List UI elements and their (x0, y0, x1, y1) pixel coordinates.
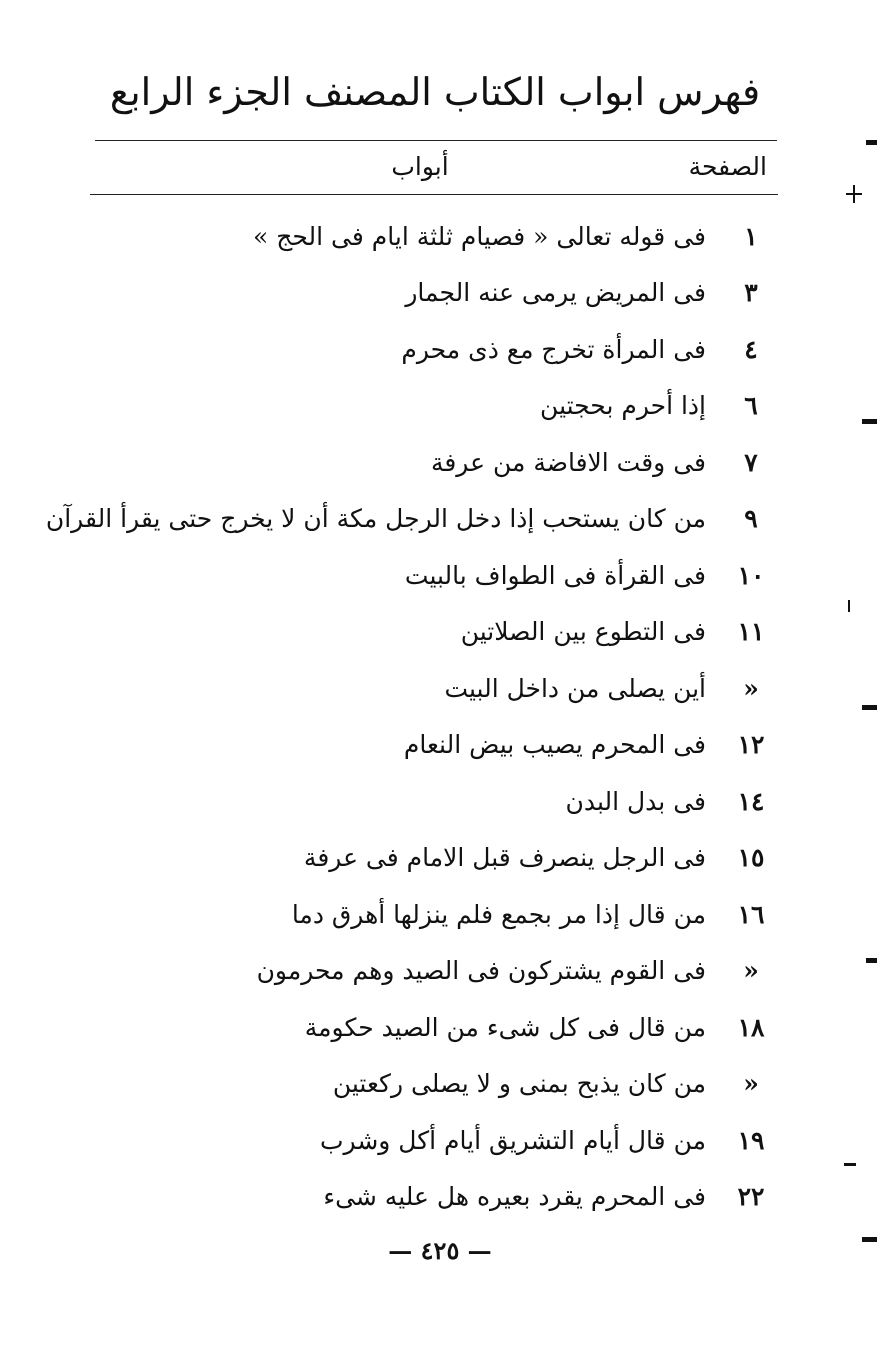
toc-chapter-title: فى المحرم يقرد بعيره هل عليه شىء (323, 1182, 706, 1212)
margin-mark (853, 185, 855, 203)
toc-page-number: ١٢ (737, 730, 765, 760)
toc-page-number: ١٤ (737, 786, 765, 816)
column-header-chapters: أبواب (391, 152, 449, 181)
toc-row (60, 773, 776, 830)
toc-page-number: ١٥ (737, 843, 765, 873)
toc-page-number: ٤ (744, 334, 758, 364)
toc-row (60, 378, 776, 435)
toc-row (60, 547, 776, 604)
toc-page-number: « (743, 956, 759, 986)
header-bottom-rule (90, 194, 778, 195)
toc-chapter-title: من قال أيام التشريق أيام أكل وشرب (320, 1125, 706, 1155)
toc-row (60, 1056, 776, 1113)
toc-page-number: ٦ (744, 391, 758, 421)
page-title: فهرس ابواب الكتاب المصنف الجزء الرابع (109, 70, 761, 114)
toc-page-number: ١٩ (737, 1125, 765, 1155)
toc-chapter-title: فى بدل البدن (565, 786, 706, 816)
toc-chapter-title: فى المرأة تخرج مع ذى محرم (401, 334, 706, 364)
toc-chapter-title: من كان يذبح بمنى و لا يصلى ركعتين (332, 1069, 706, 1099)
toc-chapter-title: من قال إذا مر بجمع فلم ينزلها أهرق دما (291, 899, 706, 929)
table-of-contents (45, 208, 776, 1225)
toc-chapter-title: فى التطوع بين الصلاتين (460, 617, 706, 647)
toc-chapter-title: من كان يستحب إذا دخل الرجل مكة أن لا يخرج حتى يقرأ القرآن (45, 504, 706, 534)
toc-chapter-title: من قال فى كل شىء من الصيد حكومة (304, 1012, 706, 1042)
toc-row (60, 208, 776, 265)
toc-chapter-title: فى الرجل ينصرف قبل الامام فى عرفة (303, 843, 706, 873)
margin-mark (866, 140, 877, 145)
column-header-page: الصفحة (688, 152, 767, 181)
toc-page-number: ١١ (737, 617, 765, 647)
toc-page-number: « (743, 673, 759, 703)
header-top-rule (95, 140, 777, 141)
toc-row (60, 999, 776, 1056)
toc-row (60, 1169, 776, 1226)
toc-row (60, 830, 776, 887)
toc-chapter-title: أين يصلى من داخل البيت (444, 673, 706, 703)
toc-page-number: ١٨ (737, 1012, 765, 1042)
toc-page-number: ٢٢ (737, 1182, 765, 1212)
toc-row (60, 321, 776, 378)
toc-row (60, 604, 776, 661)
margin-mark (844, 1163, 856, 1166)
margin-mark (862, 419, 877, 424)
margin-mark (866, 958, 877, 963)
toc-page-number: ٩ (744, 504, 758, 534)
margin-mark (848, 600, 850, 612)
toc-row (60, 717, 776, 774)
toc-row (60, 943, 776, 1000)
toc-page-number: ٧ (744, 447, 758, 477)
page-number: — ٤٢٥ — (388, 1236, 492, 1265)
toc-row (60, 434, 776, 491)
toc-row (45, 491, 776, 548)
toc-page-number: ٣ (744, 278, 758, 308)
toc-chapter-title: فى القوم يشتركون فى الصيد وهم محرمون (256, 956, 706, 986)
toc-page-number: « (743, 1069, 759, 1099)
toc-page-number: ١٦ (737, 899, 765, 929)
margin-mark (862, 705, 877, 710)
margin-mark (862, 1237, 877, 1242)
toc-row (60, 886, 776, 943)
toc-chapter-title: فى القرأة فى الطواف بالبيت (404, 560, 706, 590)
toc-chapter-title: فى قوله تعالى « فصيام ثلثة ايام فى الحج » (253, 221, 706, 251)
toc-chapter-title: فى المحرم يصيب بيض النعام (403, 730, 706, 760)
toc-row (60, 660, 776, 717)
toc-row (60, 265, 776, 322)
toc-chapter-title: إذا أحرم بحجتين (540, 391, 706, 421)
toc-chapter-title: فى وقت الافاضة من عرفة (430, 447, 706, 477)
toc-page-number: ١ (744, 221, 758, 251)
toc-chapter-title: فى المريض يرمى عنه الجمار (405, 278, 706, 308)
toc-row (60, 1112, 776, 1169)
toc-page-number: ١٠ (737, 560, 765, 590)
